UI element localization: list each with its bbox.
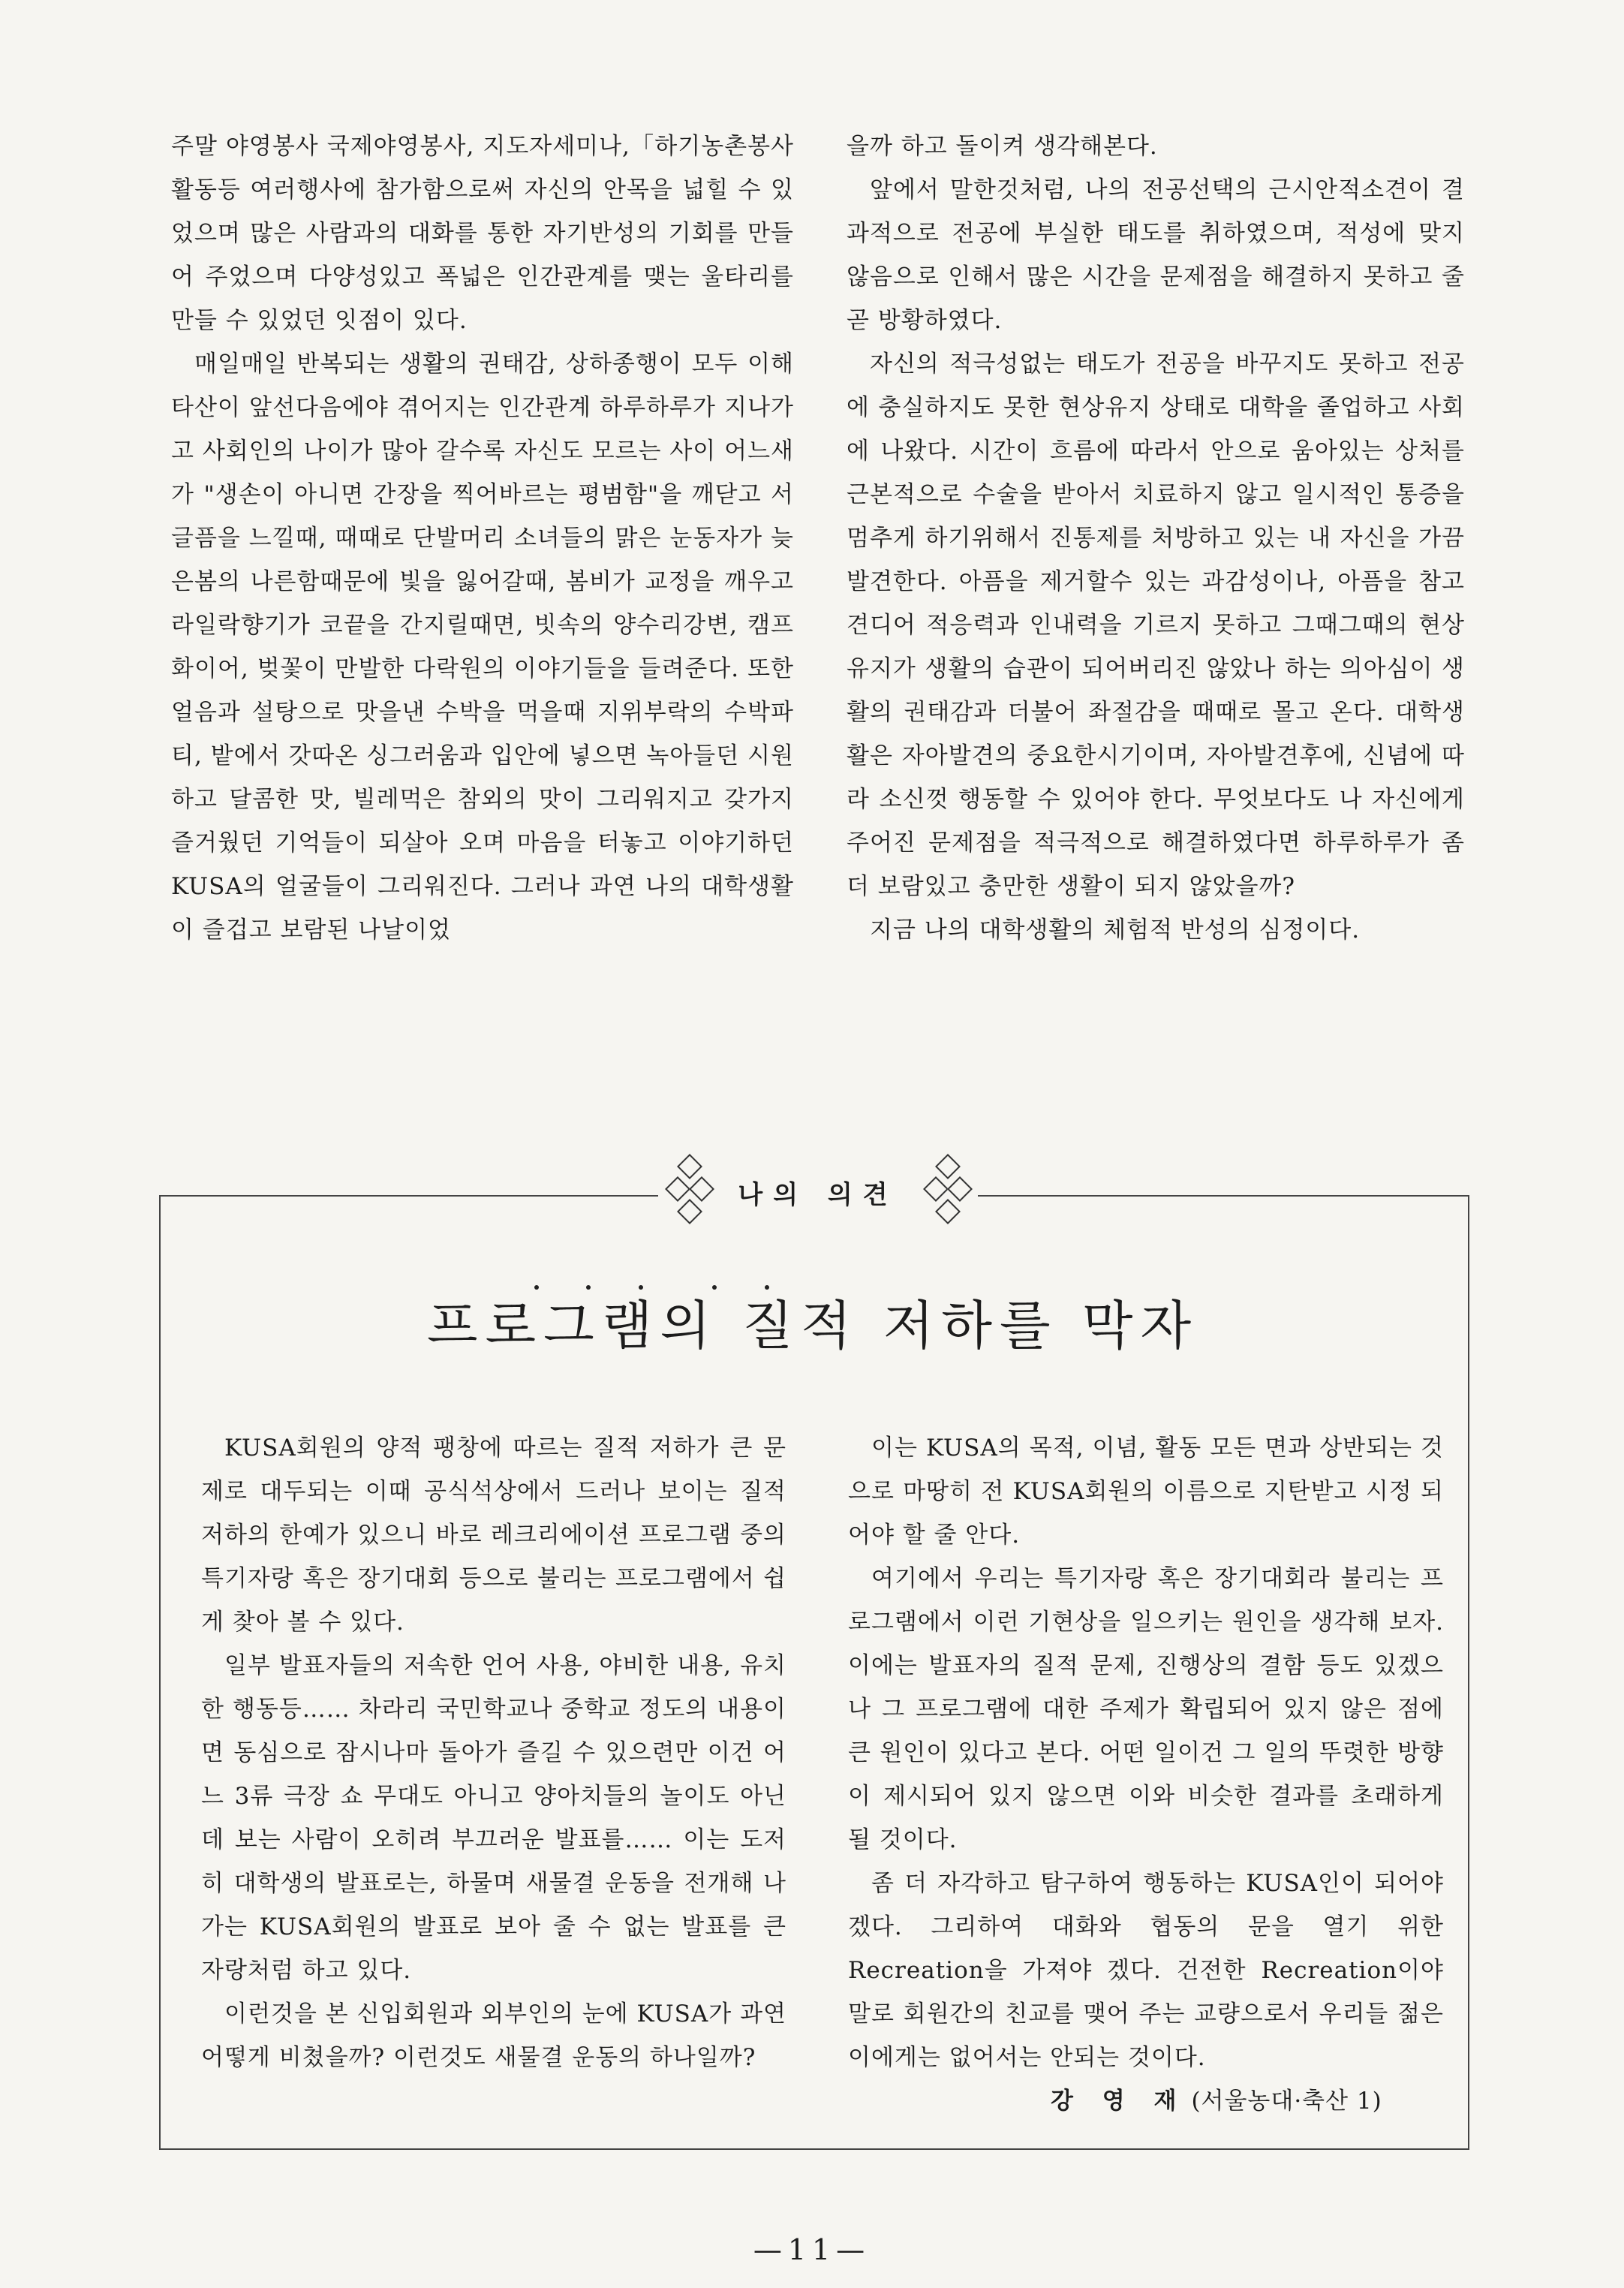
paragraph: 매일매일 반복되는 생활의 권태감, 상하종행이 모두 이해타산이 앞선다음에야 겪어지는 인간관계 하루하루가 지나가고 사회인의 나이가 많아 갈수록 자신도 모르는 사이 어느새가 "생손이 아니면 간장을 찍어바르는 평범함"을 깨닫고 서글픔을 느낄때, 때때로 단발머리 소녀들의 맑은 눈동자가 늦은봄의 나른함때문에 빛을 잃어갈때, 봄비가 교정을 깨우고 라일락향기가 코끝을 간지릴때면, 빗속의 양수리강변, 캠프화이어, 벚꽃이 만발한 다락원의 이야기들을 들려준다. 또한 얼음과 설탕으로 맛을낸 수박을 먹을때 지위부락의 수박파티, 밭에서 갓따온 싱그러움과 입안에 넣으면 녹아들던 시원하고 달콤한 맛, 빌레먹은 참외의 맛이 그리워지고 갖가지 즐거웠던 기억들이 되살아 오며 마음을 터놓고 이야기하던 KUSA의 얼굴들이 그리워진다. 그러나 과연 나의 대학생활이 즐겁고 보람된 나날이었 xyxy=(171,351,794,944)
emphasis-dot xyxy=(765,1285,769,1290)
diamond-ornament-icon xyxy=(677,1199,702,1224)
emphasis-dot xyxy=(534,1285,539,1290)
paragraph: 여기에서 우리는 특기자랑 혹은 장기대회라 불리는 프로그램에서 이런 기현상을 일으키는 원인을 생각해 보자. 이에는 발표자의 질적 문제, 진행상의 결함 등도 있겠으나 그 프로그램에 대한 주제가 확립되어 있지 않은 점에 큰 원인이 있다고 본다. 어떤 일이건 그 일의 뚜렷한 방향이 제시되어 있지 않으면 이와 비슷한 결과를 초래하게 될 것이다. xyxy=(848,1565,1444,1853)
diamond-ornament-icon xyxy=(677,1154,702,1179)
paragraph: 일부 발표자들의 저속한 언어 사용, 야비한 내용, 유치한 행동등…… 차라리 국민학교나 중학교 정도의 내용이면 동심으로 잠시나마 돌아가 즐길 수 있으련만 이건 어느 3류 극장 쇼 무대도 아니고 양아치들의 놀이도 아닌데 보는 사람이 오히려 부끄러운 발표를…… 이는 도저히 대학생의 발표로는, 하물며 새물결 운동을 전개해 나가는 KUSA회원의 발표로 보아 줄 수 없는 발표를 큰 자랑처럼 하고 있다. xyxy=(201,1652,786,1984)
author-name: 강 영 재 xyxy=(1051,2088,1187,2115)
diamond-ornament-icon xyxy=(665,1176,690,1202)
paragraph: 이는 KUSA의 목적, 이념, 활동 모든 면과 상반되는 것으로 마땅히 전 KUSA회원의 이름으로 지탄받고 시정 되어야 할 줄 안다. xyxy=(848,1435,1444,1549)
opinion-right-column xyxy=(848,1426,1444,2079)
page-number: —11— xyxy=(753,2233,871,2266)
top-article-right-column xyxy=(847,125,1465,952)
paragraph: 앞에서 말한것처럼, 나의 전공선택의 근시안적소견이 결과적으로 전공에 부실한 태도를 취하였으며, 적성에 맞지 않음으로 인해서 많은 시간을 문제점을 해결하지 못하고 줄곧 방황하였다. xyxy=(847,176,1465,334)
section-label: 나의 의견 xyxy=(738,1180,898,1210)
opinion-title: 프로그램의 질적 저하를 막자 xyxy=(426,1295,1199,1356)
author-byline xyxy=(1051,2082,1382,2115)
diamond-ornament-icon xyxy=(935,1199,961,1224)
section-header xyxy=(658,1150,978,1240)
paragraph: 자신의 적극성없는 태도가 전공을 바꾸지도 못하고 전공에 충실하지도 못한 현상유지 상태로 대학을 졸업하고 사회에 나왔다. 시간이 흐름에 따라서 안으로 움아있는 상처를 근본적으로 수술을 받아서 치료하지 않고 일시적인 통증을 멈추게 하기위해서 진통제를 처방하고 있는 내 자신을 가끔 발견한다. 아픔을 제거할수 있는 과감성이나, 아픔을 참고 견디어 적응력과 인내력을 기르지 못하고 그때그때의 현상유지가 생활의 습관이 되어버리진 않았나 하는 의아심이 생활의 권태감과 더불어 좌절감을 때때로 몰고 온다. 대학생활은 자아발견의 중요한시기이며, 자아발견후에, 신념에 따라 소신껏 행동할 수 있어야 한다. 무엇보다도 나 자신에게 주어진 문제점을 적극적으로 해결하였다면 하루하루가 좀더 보람있고 충만한 생활이 되지 않았을까? xyxy=(847,351,1465,900)
top-article-left-column xyxy=(171,125,794,952)
emphasis-dot xyxy=(639,1285,643,1290)
emphasis-dot xyxy=(586,1285,591,1290)
emphasis-dot xyxy=(712,1285,717,1290)
paragraph: 이런것을 본 신입회원과 외부인의 눈에 KUSA가 과연 어떻게 비쳤을까? 이런것도 새물결 운동의 하나일까? xyxy=(201,2000,786,2071)
diamond-ornament-icon xyxy=(935,1154,961,1179)
author-affiliation: (서울농대·축산 1) xyxy=(1191,2088,1382,2115)
diamond-ornament-icon xyxy=(923,1176,949,1202)
paragraph: KUSA회원의 양적 팽창에 따르는 질적 저하가 큰 문제로 대두되는 이때 공식석상에서 드러나 보이는 질적 저하의 한예가 있으니 바로 레크리에이션 프로그램 중의 특기자랑 혹은 장기대회 등으로 불리는 프로그램에서 쉽게 찾아 볼 수 있다. xyxy=(201,1435,786,1636)
paragraph: 지금 나의 대학생활의 체험적 반성의 심정이다. xyxy=(870,917,1361,944)
paragraph: 주말 야영봉사 국제야영봉사, 지도자세미나,「하기농촌봉사활동등 여러행사에 참가함으로써 자신의 안목을 넓힐 수 있었으며 많은 사람과의 대화를 통한 자기반성의 기회를 만들어 주었으며 다양성있고 폭넓은 인간관계를 맺는 울타리를 만들 수 있었던 잇점이 있다. xyxy=(171,133,794,334)
paragraph: 좀 더 자각하고 탐구하여 행동하는 KUSA인이 되어야 겠다. 그리하여 대화와 협동의 문을 열기 위한 Recreation을 가져야 겠다. 건전한 Recreation이야 말로 회원간의 친교를 맺어 주는 교량으로서 우리들 젊은이에게는 없어서는 안되는 것이다. xyxy=(848,1870,1444,2071)
opinion-left-column xyxy=(201,1426,786,2079)
paragraph: 을까 하고 돌이켜 생각해본다. xyxy=(847,133,1158,160)
diamond-ornament-icon xyxy=(947,1176,973,1202)
